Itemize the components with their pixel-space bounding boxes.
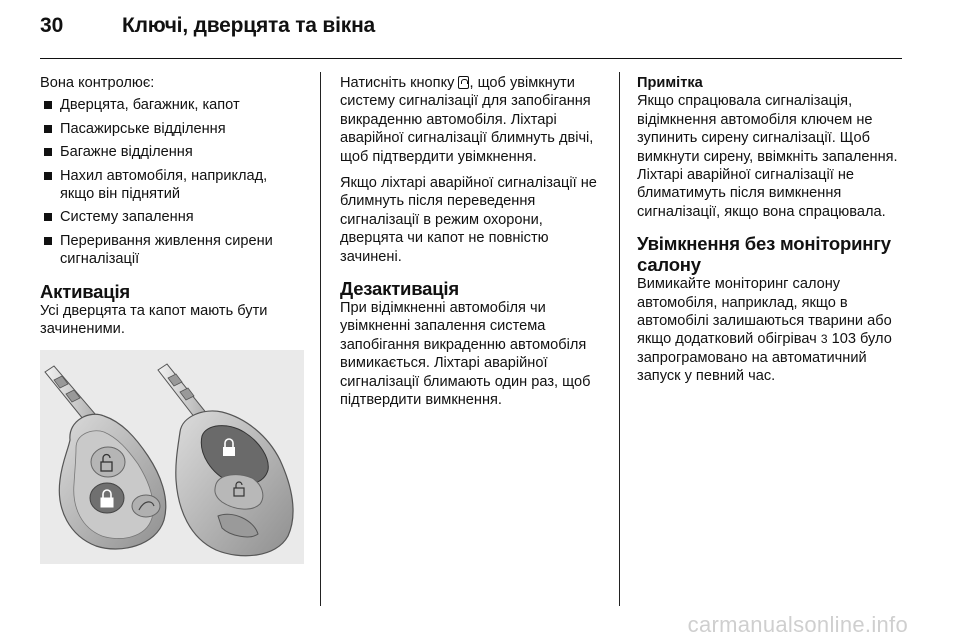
key-fob-left bbox=[59, 414, 165, 549]
arm-instructions bbox=[340, 74, 608, 166]
key-fob-right bbox=[176, 411, 293, 556]
page-number: 30 bbox=[40, 14, 64, 37]
car-key-fobs-illustration bbox=[40, 350, 304, 564]
list-item: Пасажирське відділення bbox=[40, 120, 302, 138]
intro-text: Вона контролює: bbox=[40, 75, 155, 91]
list-item: Багажне відділення bbox=[40, 143, 302, 161]
page-header bbox=[40, 14, 920, 50]
column-divider-1 bbox=[320, 72, 321, 606]
lock-button-icon bbox=[458, 76, 469, 89]
no-interior-monitoring-heading: Увімкнення без моніторингу салону bbox=[637, 233, 891, 276]
note-text: Якщо спрацювала сигналізація, відімкнення автомобіля ключем не зупинить сирену сигналізації. Щоб вимкнути сирену, ввімкніть запалення. Ліхтарі аварійної сигналізації не блиматимуть після вимкнення сигналізації, якщо вона спрацювала. bbox=[637, 93, 898, 220]
arm-warning-text: Якщо ліхтарі аварійної сигналізації не блимнуть після переведення сигналізації в режим охорони, дверцята чи капот не повністю зачинені. bbox=[340, 175, 597, 265]
header-divider bbox=[40, 58, 902, 59]
column-2 bbox=[340, 74, 608, 410]
column-1 bbox=[40, 74, 302, 338]
no-interior-monitoring-text bbox=[637, 275, 912, 385]
deactivation-heading: Дезактивація bbox=[340, 278, 459, 300]
monitoring-text-end: 103 було запрограмовано на автоматичний запуск у певний час. bbox=[637, 331, 892, 385]
list-item: Переривання живлення сирени сигналізації bbox=[40, 232, 302, 269]
arm-text-end: , щоб увімкнути систему сигналізації для запобігання викраденню автомобіля. Ліхтарі аварійної сигналізації блимнуть двічі, щоб підтвердити увімкнення. bbox=[340, 75, 594, 165]
activation-heading: Активація bbox=[40, 280, 130, 302]
watermark: carmanualsonline.info bbox=[687, 612, 908, 637]
page-ref-arrow-icon[interactable]: 3 bbox=[820, 332, 828, 347]
arm-text-start: Натисніть кнопку bbox=[340, 75, 455, 91]
deactivation-text: При відімкненні автомобіля чи увімкненні запалення система запобігання викраденню автомобіля вимикається. Ліхтарі аварійної сигналізації блимають один раз, щоб підтвердити вимкнення. bbox=[340, 300, 591, 409]
controlled-areas-list bbox=[40, 96, 302, 268]
list-item: Систему запалення bbox=[40, 208, 302, 226]
page-title: Ключі, дверцята та вікна bbox=[122, 14, 376, 37]
column-divider-2 bbox=[619, 72, 620, 606]
note-title: Примітка bbox=[637, 75, 703, 91]
activation-text: Усі дверцята та капот мають бути зачиненими. bbox=[40, 302, 268, 338]
list-item: Дверцята, багажник, капот bbox=[40, 96, 302, 114]
list-item: Нахил автомобіля, наприклад, якщо він піднятий bbox=[40, 167, 302, 204]
column-3 bbox=[637, 74, 912, 386]
monitoring-text-start: Вимикайте моніторинг салону автомобіля, наприклад, якщо в автомобілі залишаються тварини або якщо додатковий обігрівач bbox=[637, 276, 892, 348]
